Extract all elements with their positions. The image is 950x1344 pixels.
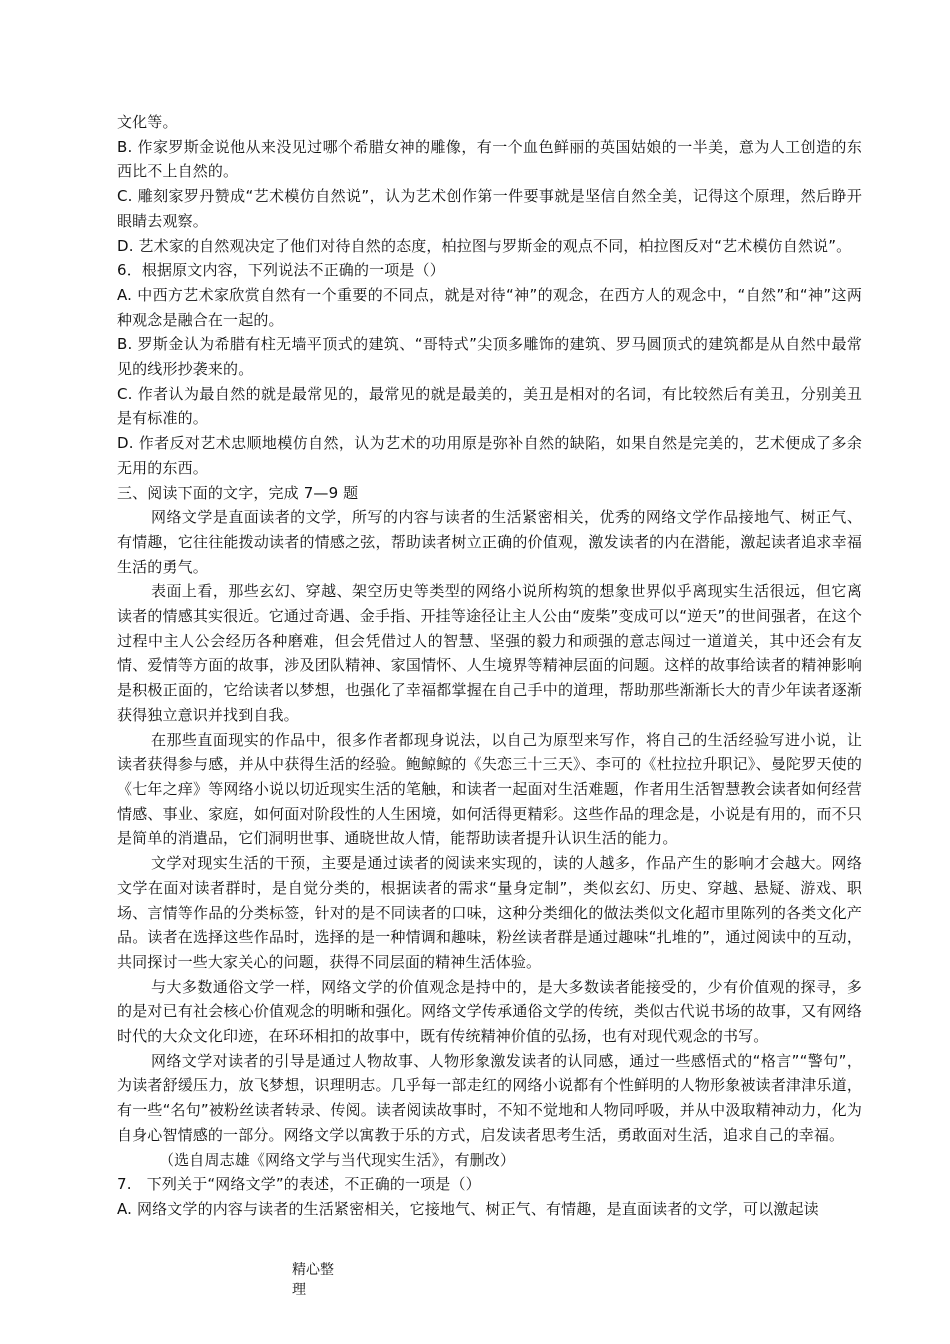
passage-paragraph: 网络文学对读者的引导是通过人物故事、人物形象激发读者的认同感，通过一些感悟式的“格言”“警句”，为读者舒缓压力，放飞梦想，识理明志。几乎每一部走红的网络小说都有个性鲜明的人物形象被读者津津乐道，有一些“名句”被粉丝读者转录、传阅。读者阅读故事时，不知不觉地和人物同呼吸，并从中汲取精神动力，化为自身心智情感的一部分。网络文学以寓教于乐的方式，启发读者思考生活，勇敢面对生活，追求自己的幸福。 [117,1051,862,1144]
option-c: C. 雕刻家罗丹赞成“艺术模仿自然说”，认为艺术创作第一件要事就是坚信自然全美，记得这个原理，然后睁开眼睛去观察。 [117,187,862,230]
option-b: B. 罗斯金认为希腊有柱无墙平顶式的建筑、“哥特式”尖顶多雕饰的建筑、罗马圆顶式的建筑都是从自然中最常见的线形抄袭来的。 [117,335,862,379]
footer-line: 理 [292,1282,306,1298]
passage-paragraph: 与大多数通俗文学一样，网络文学的价值观念是持中的，是大多数读者能接受的，少有价值观的探寻，多的是对已有社会核心价值观念的明晰和强化。网络文学传承通俗文学的传统，类似古代说书场的故事，又有网络时代的大众文化印迹，在环环相扣的故事中，既有传统精神价值的弘扬，也有对现代观念的书写。 [117,977,862,1046]
option-a: A. 网络文学的内容与读者的生活紧密相关，它接地气、树正气、有情趣，是直面读者的文学，可以激起读 [117,1199,819,1218]
footer-line: 精心整 [292,1262,334,1278]
text-line: 文化等。 [117,113,178,131]
option-c: C. 作者认为最自然的就是最常见的，最常见的就是最美的，美丑是相对的名词，有比较然后有美丑，分别美丑是有标准的。 [117,384,862,428]
question-7: 7. 下列关于“网络文学”的表述，不正确的一项是（） [117,1175,481,1194]
passage-paragraph: 网络文学是直面读者的文学，所写的内容与读者的生活紧密相关，优秀的网络文学作品接地气、树正气、有情趣，它往往能拨动读者的情感之弦，帮助读者树立正确的价值观，激发读者的内在潜能，激起读者追求幸福生活的勇气。 [117,508,862,576]
page-footer [292,1260,352,1300]
option-d: D. 艺术家的自然观决定了他们对待自然的态度，柏拉图与罗斯金的观点不同，柏拉图反对“艺术模仿自然说”。 [117,236,852,255]
option-b: B. 作家罗斯金说他从来没见过哪个希腊女神的雕像，有一个血色鲜丽的英国姑娘的一半美，意为人工创造的东西比不上自然的。 [117,137,862,181]
document-body [117,110,862,1222]
section-heading: 三、阅读下面的文字，完成 7—9 题 [117,483,359,502]
passage-paragraph: 表面上看，那些玄幻、穿越、架空历史等类型的网络小说所构筑的想象世界似乎离现实生活很远，但它离读者的情感其实很近。它通过奇遇、金手指、开挂等途径让主人公由“废柴”变成可以“逆天”的世间强者，在这个过程中主人公会经历各种磨难，但会凭借过人的智慧、坚强的毅力和顽强的意志闯过一道道关，其中还会有友情、爱情等方面的故事，涉及团队精神、家国情怀、人生境界等精神层面的问题。这样的故事给读者的精神影响是积极正面的，它给读者以梦想，也强化了幸福都掌握在自己手中的道理，帮助那些渐渐长大的青少年读者逐渐获得独立意识并找到自我。 [117,582,862,724]
passage-paragraph: 在那些直面现实的作品中，很多作者都现身说法，以自己为原型来写作，将自己的生活经验写进小说，让读者获得参与感，并从中获得生活的经验。鲍鲸鲸的《失恋三十三天》、李可的《杜拉拉升职记》、曼陀罗天使的《七年之痒》等网络小说以切近现实生活的笔触，和读者一起面对生活难题，作者用生活智慧教会读者如何经营情感、事业、家庭，如何面对阶段性的人生困境，如何活得更精彩。这些作品的理念是，小说是有用的，而不只是简单的消遣品，它们洞明世事、通晓世故人情，能帮助读者提升认识生活的能力。 [117,730,862,848]
passage-paragraph: 文学对现实生活的干预，主要是通过读者的阅读来实现的，读的人越多，作品产生的影响才会越大。网络文学在面对读者群时，是自觉分类的，根据读者的需求“量身定制”，类似玄幻、历史、穿越、悬疑、游戏、职场、言情等作品的分类标签，针对的是不同读者的口味，这种分类细化的做法类似文化超市里陈列的各类文化产品。读者在选择这些作品时，选择的是一种情调和趣味，粉丝读者群是通过趣味“扎堆的”，通过阅读中的互动，共同探讨一些大家关心的问题，获得不同层面的精神生活体验。 [117,854,862,971]
option-d: D. 作者反对艺术忠顺地模仿自然，认为艺术的功用原是弥补自然的缺陷，如果自然是完美的，艺术便成了多余无用的东西。 [117,434,862,477]
option-a: A. 中西方艺术家欣赏自然有一个重要的不同点，就是对待“神”的观念，在西方人的观念中，“自然”和“神”这两种观念是融合在一起的。 [117,285,862,329]
source-citation: （选自周志雄《网络文学与当代现实生活》，有删改） [159,1150,516,1169]
question-6: 6．根据原文内容，下列说法不正确的一项是（） [117,261,445,280]
